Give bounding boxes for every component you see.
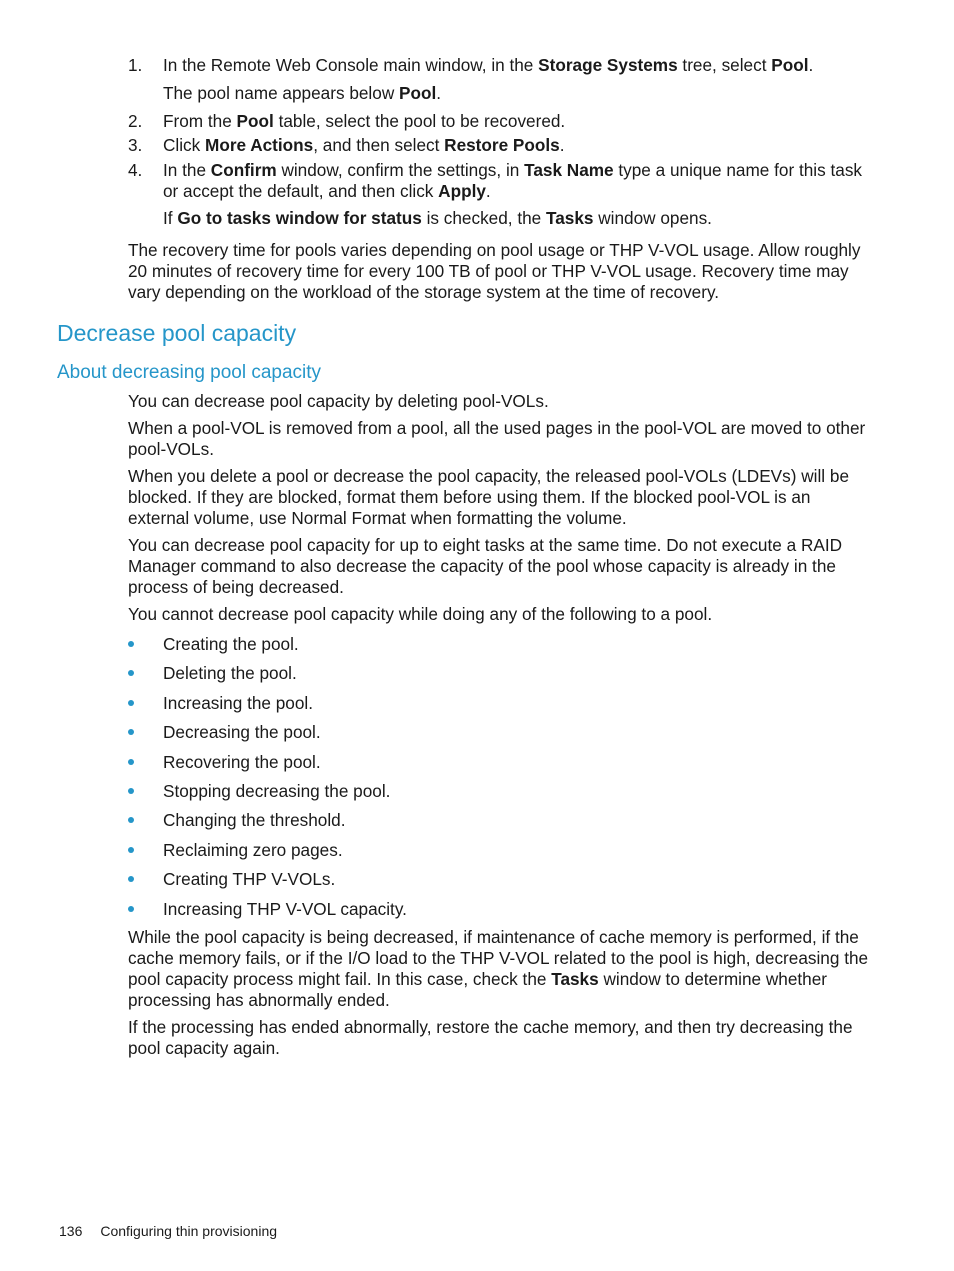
bullet-icon xyxy=(128,700,134,706)
list-item-text: Increasing the pool. xyxy=(163,693,314,713)
text-run: In the xyxy=(163,160,211,180)
subsection-heading: About decreasing pool capacity xyxy=(57,362,322,383)
list-item-text: Recovering the pool. xyxy=(163,752,321,772)
text-run: , and then select xyxy=(313,135,445,155)
paragraph: When a pool-VOL is removed from a pool, all the used pages in the pool-VOL are moved to other pool-VOLs. xyxy=(128,418,866,459)
section-name: Configuring thin provisioning xyxy=(100,1223,278,1239)
ui-term: Tasks xyxy=(546,208,594,228)
bullet-icon xyxy=(128,759,134,765)
ui-term: Task Name xyxy=(524,160,614,180)
ui-term: Pool xyxy=(771,55,809,75)
text-run: While the pool capacity is being decreased, if maintenance of cache memory is performed, if the cache memory fails, or if the I/O load to the THP V-VOL related to the pool is high, decreasing the pool capacity process might fail. In this case, check the xyxy=(128,927,869,989)
ui-term: Pool xyxy=(399,83,437,103)
text-run: . xyxy=(436,83,442,103)
paragraph: You can decrease pool capacity for up to eight tasks at the same time. Do not execute a RAID Manager command to also decrease the capacity of the pool whose capacity is already in the process of being decreased. xyxy=(128,535,843,597)
ui-term: Tasks xyxy=(551,969,599,989)
page-number: 136 xyxy=(59,1223,83,1239)
bullet-icon xyxy=(128,788,134,794)
text-run: tree, select xyxy=(677,55,772,75)
bullet-icon xyxy=(128,729,134,735)
bullet-icon xyxy=(128,906,134,912)
paragraph: When you delete a pool or decrease the pool capacity, the released pool-VOLs (LDEVs) will be blocked. If they are blocked, format them before using them. If the blocked pool-VOL is an external volume, use Normal Format when formatting the volume. xyxy=(128,466,850,528)
bullet-icon xyxy=(128,817,134,823)
step-text xyxy=(163,111,868,132)
paragraph: You can decrease pool capacity by deleting pool-VOLs. xyxy=(128,391,549,411)
ui-term: Confirm xyxy=(210,160,277,180)
step-number: 4. xyxy=(128,160,143,180)
step-text xyxy=(163,135,868,156)
step-text xyxy=(163,55,868,76)
list-item-text: Changing the threshold. xyxy=(163,810,346,830)
text-run: . xyxy=(485,181,491,201)
ui-term: Storage Systems xyxy=(538,55,678,75)
text-run: . xyxy=(559,135,565,155)
text-run: window opens. xyxy=(593,208,712,228)
bullet-icon xyxy=(128,641,134,647)
step-number: 1. xyxy=(128,55,143,75)
step-text xyxy=(163,160,868,202)
ui-term: More Actions xyxy=(205,135,314,155)
bullet-icon xyxy=(128,847,134,853)
ui-term: Go to tasks window for status xyxy=(177,208,422,228)
text-run: The pool name appears below xyxy=(163,83,400,103)
list-item-text: Creating THP V-VOLs. xyxy=(163,869,336,889)
section-heading: Decrease pool capacity xyxy=(57,320,297,346)
step-1-note xyxy=(163,83,868,104)
text-run: From the xyxy=(163,111,237,131)
maintenance-paragraph xyxy=(128,927,873,1011)
text-run: . xyxy=(808,55,814,75)
paragraph: You cannot decrease pool capacity while doing any of the following to a pool. xyxy=(128,604,713,624)
step-number: 3. xyxy=(128,135,143,155)
list-item-text: Deleting the pool. xyxy=(163,663,297,683)
recovery-time-paragraph: The recovery time for pools varies depending on pool usage or THP V-VOL usage. Allow roughly 20 minutes of recovery time for every 100 TB of pool or THP V-VOL usage. Recovery time may vary depending on the workload of the storage system at the time of recovery. xyxy=(128,240,861,302)
list-item-text: Reclaiming zero pages. xyxy=(163,840,343,860)
ui-term: Pool xyxy=(236,111,274,131)
ui-term: Restore Pools xyxy=(444,135,560,155)
list-item-text: Stopping decreasing the pool. xyxy=(163,781,391,801)
list-item-text: Decreasing the pool. xyxy=(163,722,321,742)
step-4-note xyxy=(163,208,868,229)
text-run: table, select the pool to be recovered. xyxy=(273,111,566,131)
text-run: window to determine whether processing has abnormally ended. xyxy=(128,969,828,1010)
list-item-text: Creating the pool. xyxy=(163,634,299,654)
final-paragraph: If the processing has ended abnormally, restore the cache memory, and then try decreasing the pool capacity again. xyxy=(128,1017,853,1058)
page-footer xyxy=(59,1222,277,1240)
list-item-text: Increasing THP V-VOL capacity. xyxy=(163,899,407,919)
text-run: window, confirm the settings, in xyxy=(276,160,525,180)
text-run: If xyxy=(163,208,178,228)
ui-term: Apply xyxy=(438,181,486,201)
text-run: In the Remote Web Console main window, in the xyxy=(163,55,539,75)
text-run: Click xyxy=(163,135,206,155)
step-number: 2. xyxy=(128,111,143,131)
text-run: is checked, the xyxy=(421,208,546,228)
bullet-icon xyxy=(128,876,134,882)
text-run: type a unique name for this task or accept the default, and then click xyxy=(163,160,863,201)
bullet-icon xyxy=(128,670,134,676)
